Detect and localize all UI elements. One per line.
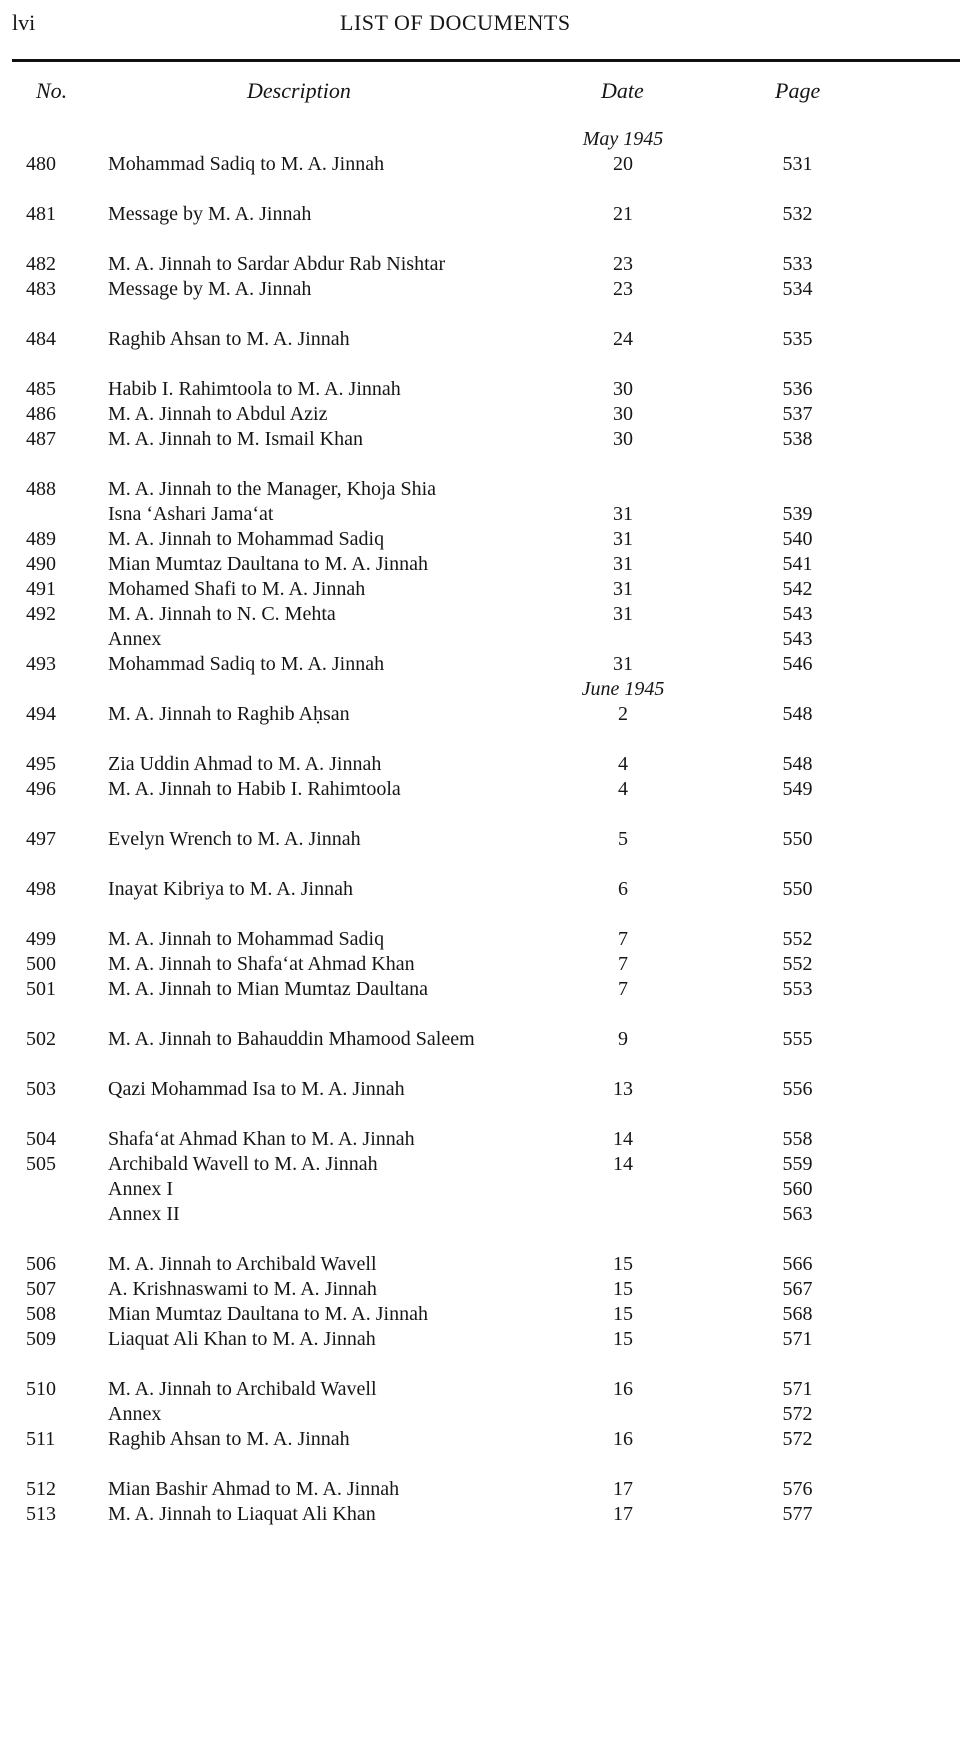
document-description: M. A. Jinnah to Sardar Abdur Rab Nishtar	[108, 253, 446, 275]
document-date: 7	[618, 978, 628, 1000]
document-number: 482	[26, 253, 56, 275]
document-description: M. A. Jinnah to M. Ismail Khan	[108, 428, 363, 450]
document-page: 553	[782, 978, 813, 1000]
table-row	[0, 377, 968, 402]
table-row	[0, 477, 968, 502]
document-date: 31	[613, 578, 633, 600]
document-page: 559	[782, 1153, 813, 1175]
document-number: 505	[26, 1153, 56, 1175]
document-description: M. A. Jinnah to Raghib Aḥsan	[108, 703, 350, 725]
document-date: 7	[618, 953, 628, 975]
document-description: Mian Mumtaz Daultana to M. A. Jinnah	[108, 553, 428, 575]
month-heading	[0, 677, 968, 702]
document-description: Annex I	[108, 1178, 173, 1200]
document-number: 488	[26, 478, 56, 500]
document-number: 485	[26, 378, 56, 400]
column-header-description: Description	[247, 78, 351, 103]
document-page: 577	[782, 1503, 813, 1525]
document-description: M. A. Jinnah to N. C. Mehta	[108, 603, 336, 625]
document-page: 532	[782, 203, 813, 225]
document-date: 6	[618, 878, 628, 900]
table-row	[0, 877, 968, 902]
document-number: 506	[26, 1253, 56, 1275]
document-description: Habib I. Rahimtoola to M. A. Jinnah	[108, 378, 401, 400]
document-description: A. Krishnaswami to M. A. Jinnah	[108, 1278, 377, 1300]
document-description: Raghib Ahsan to M. A. Jinnah	[108, 1428, 350, 1450]
document-description: Mohamed Shafi to M. A. Jinnah	[108, 578, 366, 600]
document-number: 508	[26, 1303, 56, 1325]
table-row	[0, 1177, 968, 1202]
document-date: 30	[613, 428, 633, 450]
document-page: 563	[782, 1203, 813, 1225]
column-header-no: No.	[36, 78, 68, 103]
document-date: 15	[613, 1303, 633, 1325]
document-description: Mian Mumtaz Daultana to M. A. Jinnah	[108, 1303, 428, 1325]
document-number: 480	[26, 153, 56, 175]
document-description: M. A. Jinnah to Archibald Wavell	[108, 1378, 377, 1400]
document-number: 492	[26, 603, 56, 625]
document-number: 499	[26, 928, 56, 950]
document-date: 31	[613, 553, 633, 575]
document-number: 500	[26, 953, 56, 975]
document-page: 548	[782, 753, 813, 775]
document-description: Archibald Wavell to M. A. Jinnah	[108, 1153, 378, 1175]
document-description: Zia Uddin Ahmad to M. A. Jinnah	[108, 753, 382, 775]
table-row	[0, 827, 968, 852]
document-page: 546	[782, 653, 813, 675]
document-description: Annex	[108, 1403, 162, 1425]
document-date: 4	[618, 778, 628, 800]
document-number: 503	[26, 1078, 56, 1100]
document-date: 21	[613, 203, 633, 225]
table-row	[0, 752, 968, 777]
document-page: 560	[782, 1178, 813, 1200]
table-row	[0, 1377, 968, 1402]
document-page: 568	[782, 1303, 813, 1325]
document-date: 7	[618, 928, 628, 950]
document-description: M. A. Jinnah to Mohammad Sadiq	[108, 528, 385, 550]
document-page: 572	[782, 1403, 813, 1425]
document-page: 534	[782, 278, 813, 300]
document-number: 507	[26, 1278, 56, 1300]
document-page: 555	[782, 1028, 813, 1050]
document-description: M. A. Jinnah to Mohammad Sadiq	[108, 928, 385, 950]
document-number: 502	[26, 1028, 56, 1050]
table-row	[0, 702, 968, 727]
document-description: Qazi Mohammad Isa to M. A. Jinnah	[108, 1078, 405, 1100]
document-date: 5	[618, 828, 628, 850]
table-row	[0, 152, 968, 177]
table-row	[0, 952, 968, 977]
table-row	[0, 977, 968, 1002]
document-number: 494	[26, 703, 56, 725]
document-page: 536	[782, 378, 813, 400]
document-number: 513	[26, 1503, 56, 1525]
document-number: 497	[26, 828, 56, 850]
document-date: 16	[613, 1378, 633, 1400]
document-page: 567	[782, 1278, 813, 1300]
document-page: 548	[782, 703, 813, 725]
document-number: 501	[26, 978, 56, 1000]
document-page: 552	[782, 953, 813, 975]
document-page: 558	[782, 1128, 813, 1150]
document-page: 531	[782, 153, 813, 175]
document-date: 30	[613, 403, 633, 425]
document-description: M. A. Jinnah to Archibald Wavell	[108, 1253, 377, 1275]
document-date: 31	[613, 503, 633, 525]
column-header-page: Page	[775, 78, 821, 103]
document-page: 576	[782, 1478, 813, 1500]
document-description: Annex II	[108, 1203, 180, 1225]
page-number: lvi	[12, 10, 36, 35]
document-date: 31	[613, 528, 633, 550]
document-number: 484	[26, 328, 56, 350]
table-row	[0, 1402, 968, 1427]
document-page: 552	[782, 928, 813, 950]
document-date: 23	[613, 278, 633, 300]
document-description: Mian Bashir Ahmad to M. A. Jinnah	[108, 1478, 400, 1500]
table-row	[0, 427, 968, 452]
table-row	[0, 402, 968, 427]
page-title: LIST OF DOCUMENTS	[340, 10, 571, 35]
document-date: 2	[618, 703, 628, 725]
document-description: M. A. Jinnah to Shafa‘at Ahmad Khan	[108, 953, 415, 975]
document-page: 540	[782, 528, 813, 550]
document-page: 539	[782, 503, 813, 525]
table-row	[0, 552, 968, 577]
table-row	[0, 627, 968, 652]
document-page: 550	[782, 828, 813, 850]
month-heading	[0, 127, 968, 152]
document-description: Annex	[108, 628, 162, 650]
document-date: 9	[618, 1028, 628, 1050]
document-number: 509	[26, 1328, 56, 1350]
table-row	[0, 1427, 968, 1452]
table-row	[0, 1277, 968, 1302]
document-date: 23	[613, 253, 633, 275]
document-number: 512	[26, 1478, 56, 1500]
document-page: 550	[782, 878, 813, 900]
document-page: 572	[782, 1428, 813, 1450]
document-number: 493	[26, 653, 56, 675]
document-description: Mohammad Sadiq to M. A. Jinnah	[108, 653, 385, 675]
document-description: M. A. Jinnah to Mian Mumtaz Daultana	[108, 978, 428, 1000]
table-row	[0, 502, 968, 527]
document-number: 483	[26, 278, 56, 300]
document-date: 30	[613, 378, 633, 400]
document-number: 498	[26, 878, 56, 900]
table-row	[0, 1077, 968, 1102]
document-page: 533	[782, 253, 813, 275]
document-page: 541	[782, 553, 813, 575]
document-page: 556	[782, 1078, 813, 1100]
document-date: 17	[613, 1478, 633, 1500]
table-row	[0, 277, 968, 302]
document-description: M. A. Jinnah to Bahauddin Mhamood Saleem	[108, 1028, 475, 1050]
document-page: 543	[782, 603, 813, 625]
document-date: 24	[613, 328, 633, 350]
document-number: 481	[26, 203, 56, 225]
document-page: 538	[782, 428, 813, 450]
table-row	[0, 927, 968, 952]
document-date: 14	[613, 1153, 633, 1175]
table-row	[0, 1152, 968, 1177]
document-description: Isna ‘Ashari Jama‘at	[108, 503, 274, 525]
table-row	[0, 1202, 968, 1227]
table-row	[0, 1477, 968, 1502]
document-number: 486	[26, 403, 56, 425]
table-row	[0, 252, 968, 277]
table-row	[0, 327, 968, 352]
table-row	[0, 577, 968, 602]
document-description: Mohammad Sadiq to M. A. Jinnah	[108, 153, 385, 175]
document-description: Evelyn Wrench to M. A. Jinnah	[108, 828, 361, 850]
document-page: 535	[782, 328, 813, 350]
document-date: 31	[613, 603, 633, 625]
document-page: 542	[782, 578, 813, 600]
document-page: 571	[782, 1328, 813, 1350]
table-row	[0, 202, 968, 227]
table-row	[0, 1127, 968, 1152]
document-description: Raghib Ahsan to M. A. Jinnah	[108, 328, 350, 350]
table-row	[0, 777, 968, 802]
document-number: 504	[26, 1128, 56, 1150]
document-number: 490	[26, 553, 56, 575]
document-date: 15	[613, 1278, 633, 1300]
table-row	[0, 527, 968, 552]
document-description: M. A. Jinnah to Liaquat Ali Khan	[108, 1503, 376, 1525]
document-page: 537	[782, 403, 813, 425]
month-label: May 1945	[582, 128, 664, 150]
document-description: M. A. Jinnah to Habib I. Rahimtoola	[108, 778, 401, 800]
column-header-date: Date	[601, 78, 644, 103]
month-label: June 1945	[581, 678, 665, 700]
document-description: Message by M. A. Jinnah	[108, 203, 312, 225]
document-number: 511	[26, 1428, 56, 1450]
document-date: 15	[613, 1328, 633, 1350]
document-date: 4	[618, 753, 628, 775]
document-date: 14	[613, 1128, 633, 1150]
table-row	[0, 652, 968, 677]
table-row	[0, 1302, 968, 1327]
document-number: 495	[26, 753, 56, 775]
document-number: 510	[26, 1378, 56, 1400]
document-number: 496	[26, 778, 56, 800]
document-page: 566	[782, 1253, 813, 1275]
table-row	[0, 1502, 968, 1527]
document-description: Liaquat Ali Khan to M. A. Jinnah	[108, 1328, 376, 1350]
table-row	[0, 1252, 968, 1277]
document-description: Shafa‘at Ahmad Khan to M. A. Jinnah	[108, 1128, 415, 1150]
document-date: 31	[613, 653, 633, 675]
document-page: 549	[782, 778, 813, 800]
document-date: 16	[613, 1428, 633, 1450]
table-row	[0, 1027, 968, 1052]
document-date: 15	[613, 1253, 633, 1275]
document-number: 487	[26, 428, 56, 450]
document-page: 571	[782, 1378, 813, 1400]
document-date: 17	[613, 1503, 633, 1525]
document-description: Inayat Kibriya to M. A. Jinnah	[108, 878, 353, 900]
document-number: 489	[26, 528, 56, 550]
document-description: Message by M. A. Jinnah	[108, 278, 312, 300]
document-description: M. A. Jinnah to Abdul Aziz	[108, 403, 328, 425]
table-row	[0, 602, 968, 627]
document-date: 20	[613, 153, 633, 175]
document-date: 13	[613, 1078, 633, 1100]
document-number: 491	[26, 578, 56, 600]
document-page: 543	[782, 628, 813, 650]
table-row	[0, 1327, 968, 1352]
document-description: M. A. Jinnah to the Manager, Khoja Shia	[108, 478, 437, 500]
